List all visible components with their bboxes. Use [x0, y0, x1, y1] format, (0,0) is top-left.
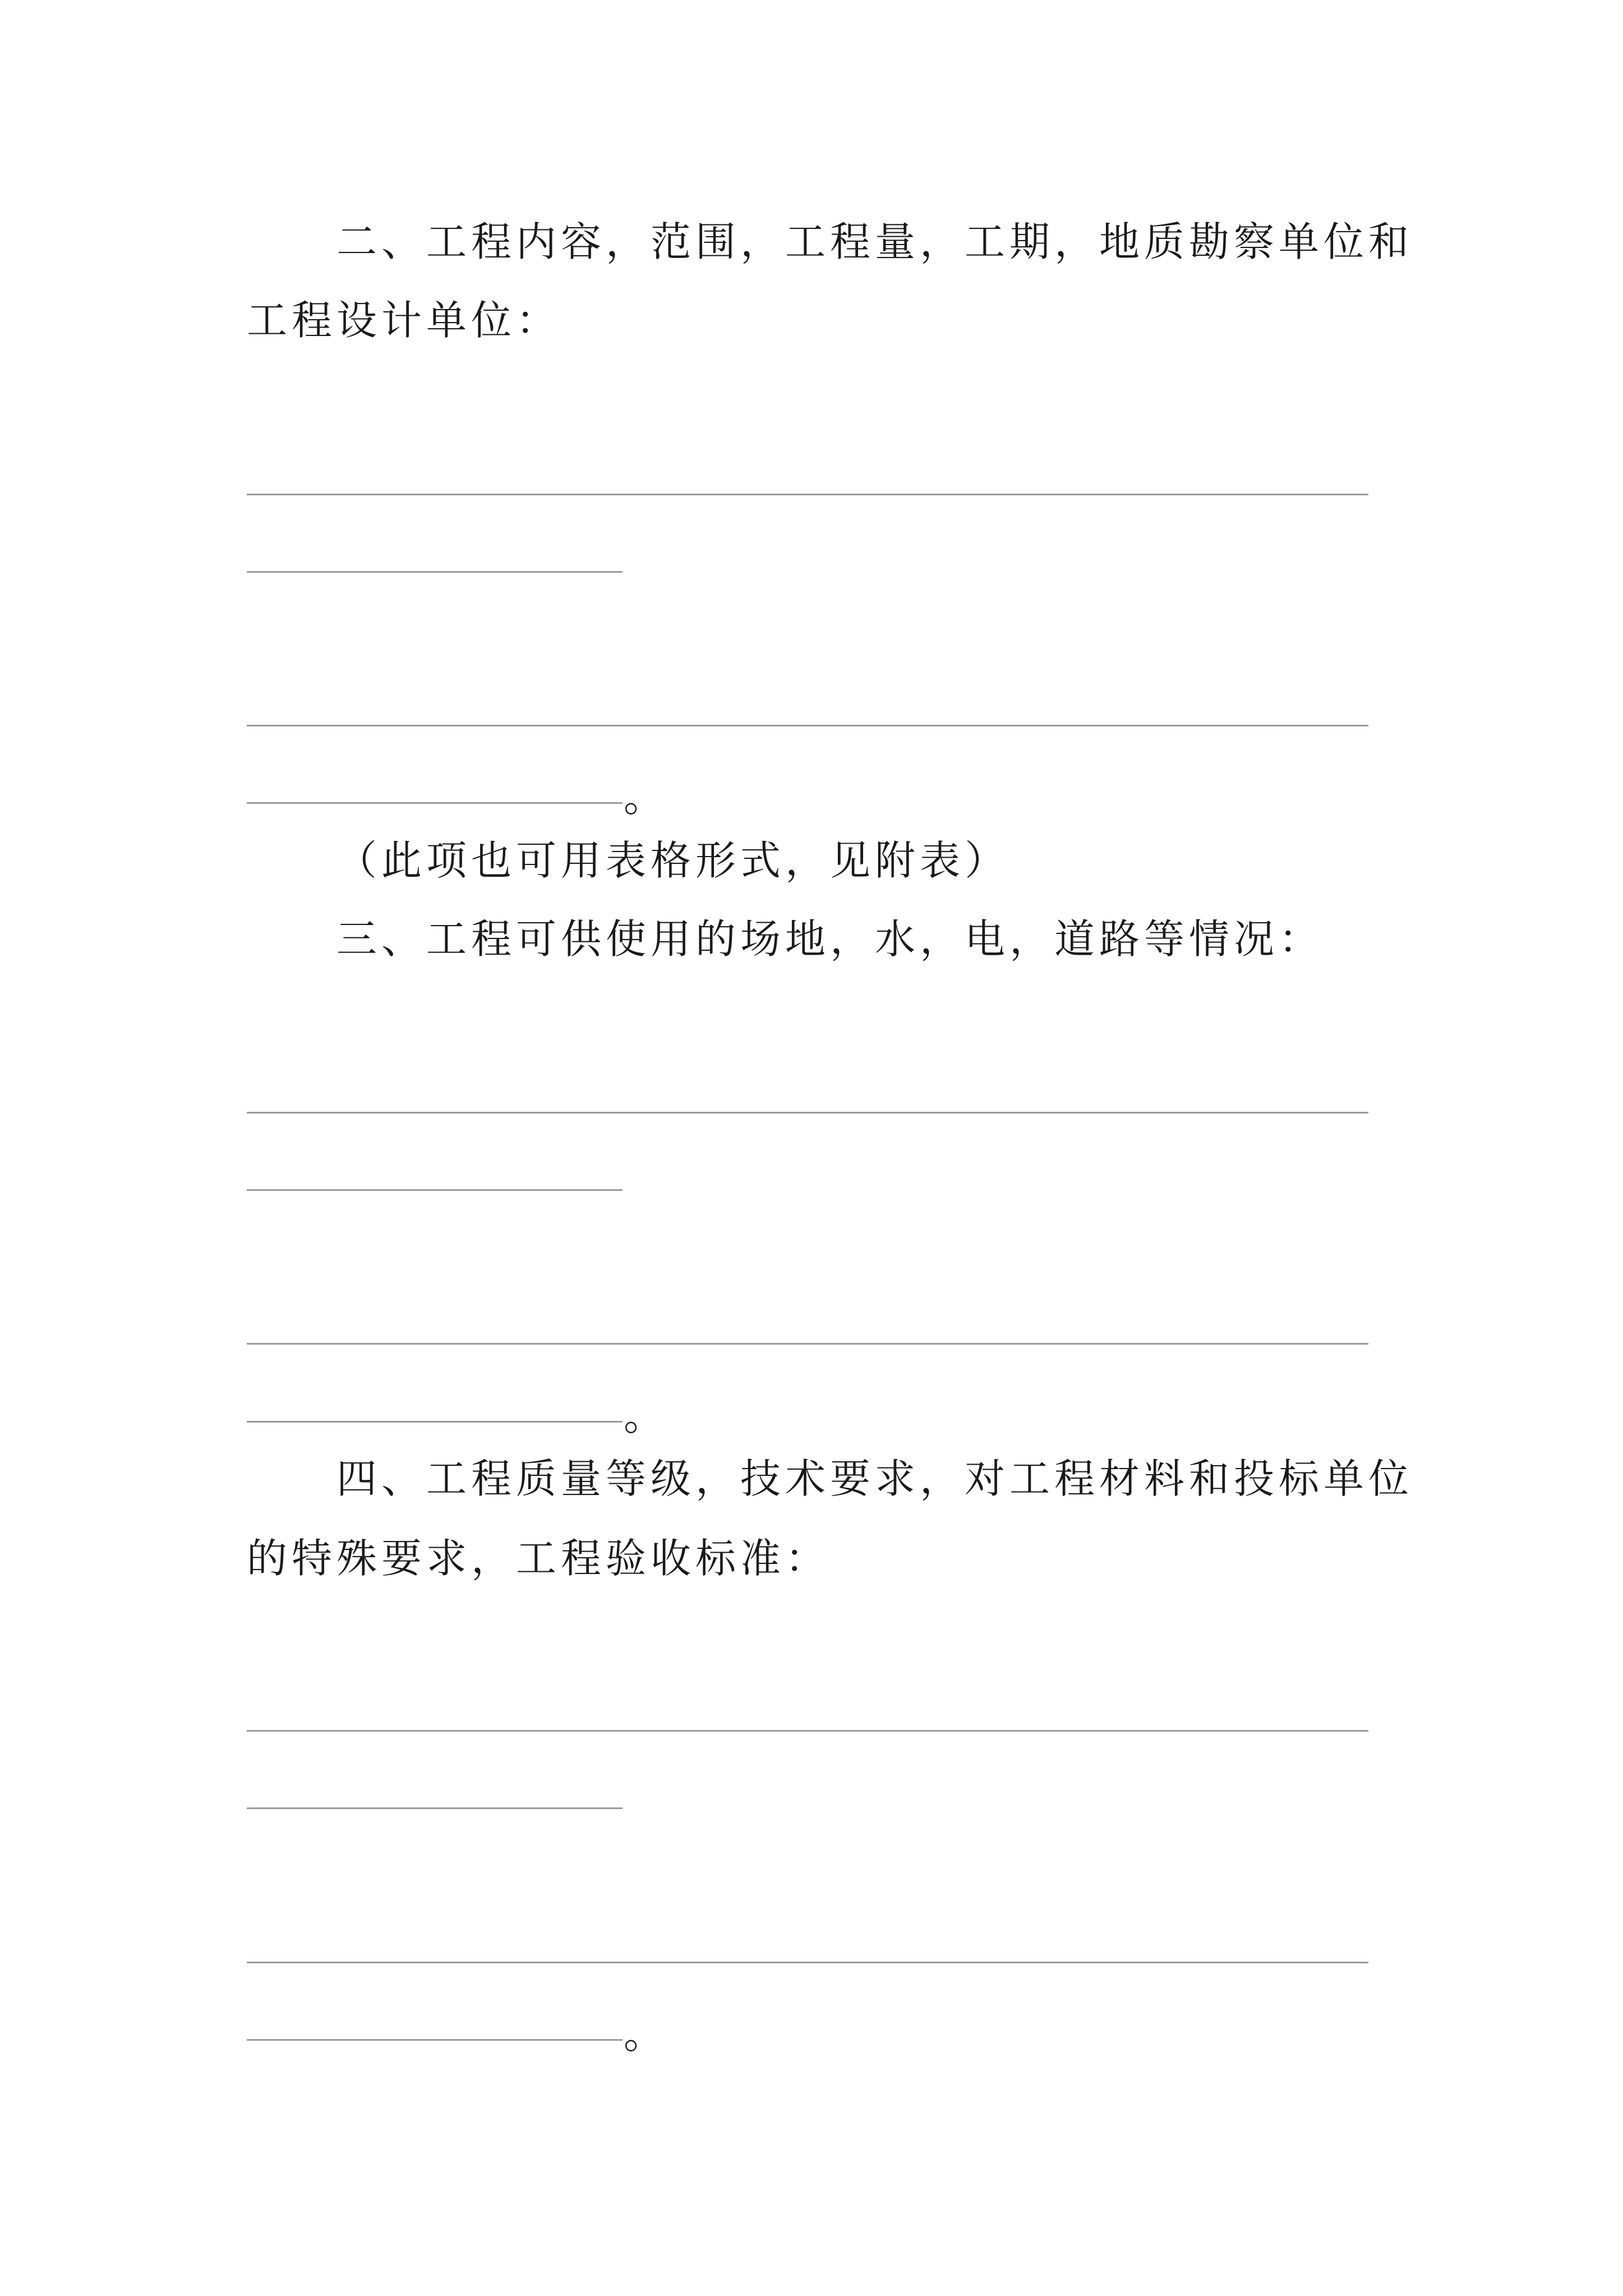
blank-line — [247, 494, 1368, 495]
blank-line — [247, 725, 1368, 726]
section2-heading-line2: 工程设计单位： — [247, 297, 561, 344]
blank-line — [247, 1112, 1368, 1114]
blank-line — [247, 2039, 623, 2041]
blank-line — [247, 571, 623, 573]
blank-line — [247, 1343, 1368, 1345]
section2-heading-line1: 二、工程内容，范围，工程量，工期，地质勘察单位和 — [336, 218, 1414, 265]
section3-heading: 三、工程可供使用的场地，水，电，道路等情况： — [336, 915, 1324, 963]
blank-line — [247, 1962, 1368, 1963]
period-mark: 。 — [624, 774, 665, 821]
section4-heading-line1: 四、工程质量等级，技术要求，对工程材料和投标单位 — [336, 1455, 1414, 1502]
table-note: （此项也可用表格形式，见附表） — [336, 837, 1010, 884]
blank-line — [247, 1807, 623, 1809]
blank-line — [247, 1730, 1368, 1732]
blank-line — [247, 802, 623, 804]
blank-line — [247, 1189, 623, 1191]
period-mark: 。 — [624, 1392, 665, 1439]
blank-line — [247, 1421, 623, 1423]
section4-heading-line2: 的特殊要求，工程验收标准： — [247, 1535, 831, 1582]
period-mark: 。 — [624, 2010, 665, 2058]
